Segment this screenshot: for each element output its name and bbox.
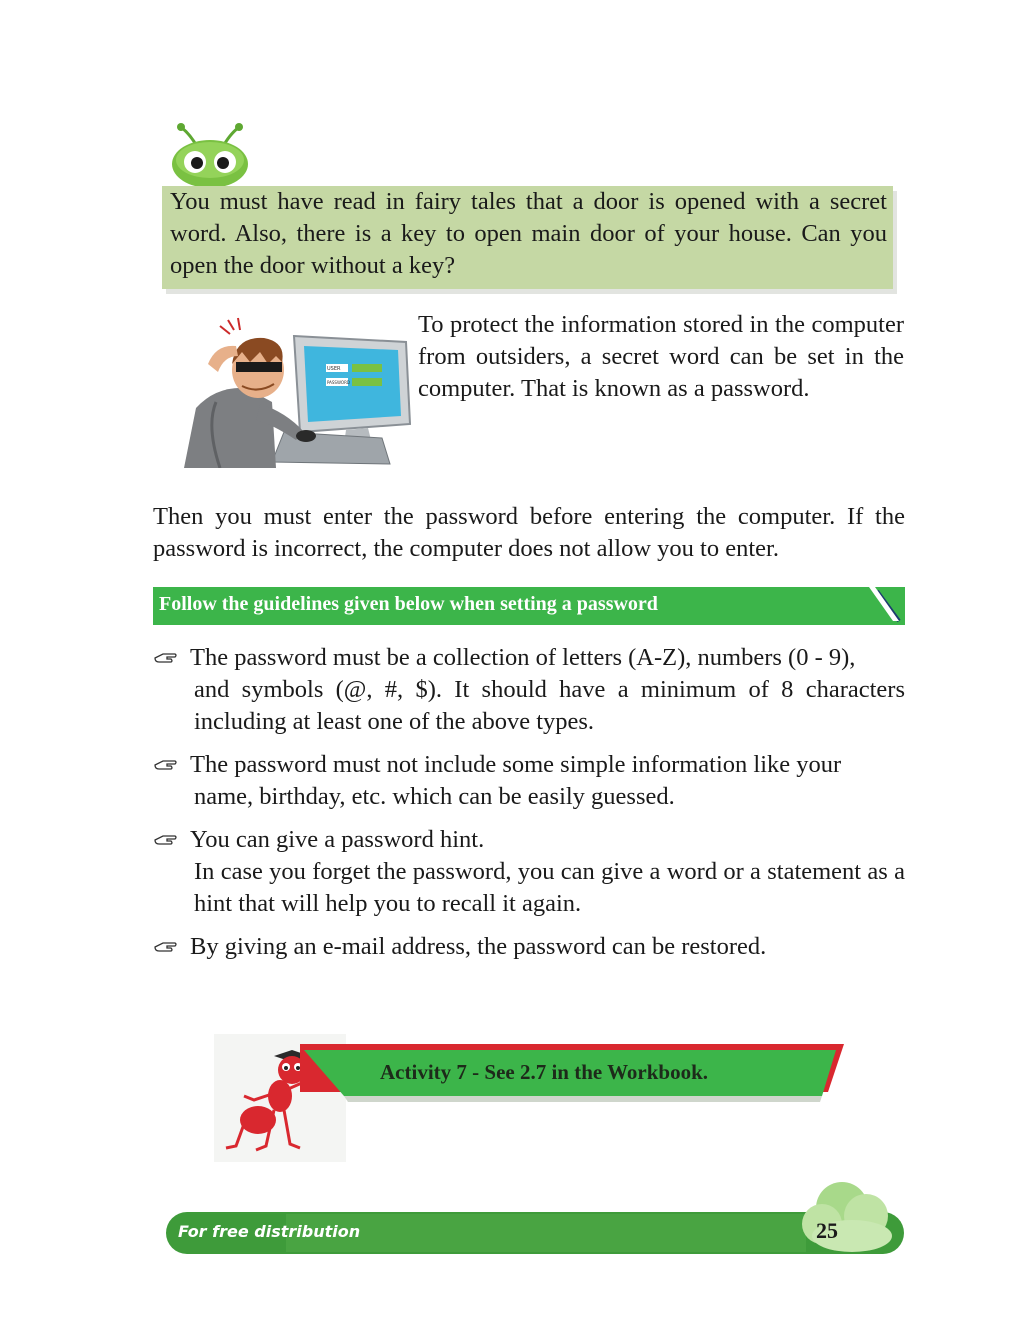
page-number: 25: [816, 1218, 838, 1243]
pointing-hand-icon: [153, 646, 179, 668]
guideline-item-4: [153, 931, 905, 963]
guidelines-header-bar: [153, 587, 905, 625]
hacker-computer-illustration: [176, 316, 416, 468]
guideline-item-3-rest: In case you forget the password, you can give a word or a statement as a hint that will help you to recall it again.: [194, 858, 905, 917]
guideline-item-1: [153, 642, 905, 738]
intro-text: You must have read in fairy tales that a door is opened with a secret word. Also, there is a key to open main door of your house. Can you open the door without a key?: [170, 188, 887, 279]
guideline-item-2-rest: name, birthday, etc. which can be easily guessed.: [194, 783, 675, 810]
guideline-item-3: [153, 824, 905, 920]
pointing-hand-icon: [153, 828, 179, 850]
pointing-hand-icon: [153, 753, 179, 775]
guidelines-header-text: Follow the guidelines given below when setting a password: [159, 593, 658, 615]
intro-box: [162, 186, 893, 289]
screen-user-label: USER: [327, 366, 341, 372]
guideline-item-2-first: The password must not include some simple information like your: [190, 751, 842, 778]
guideline-item-4-first: By giving an e-mail address, the password can be restored.: [190, 933, 767, 960]
password-entry-paragraph: Then you must enter the password before entering the computer. If the password is incorrect, the computer does not allow you to enter.: [153, 503, 905, 562]
password-definition-paragraph: To protect the information stored in the computer from outsiders, a secret word can be set in the computer. That is known as a password.: [418, 311, 904, 402]
footer-distribution-label: For free distribution: [178, 1222, 361, 1241]
guideline-item-1-rest: and symbols (@, #, $). It should have a minimum of 8 characters including at least one of the above types.: [194, 676, 905, 735]
guideline-item-1-first: The password must be a collection of letters (A-Z), numbers (0 - 9),: [190, 644, 856, 671]
guideline-item-3-first: You can give a password hint.: [190, 826, 485, 853]
screen-password-label: PASSWORD: [327, 380, 350, 385]
pointing-hand-icon: [153, 935, 179, 957]
guideline-item-2: [153, 749, 905, 813]
page-footer: [166, 1180, 908, 1260]
bug-mascot-icon: [168, 122, 252, 192]
activity-banner: [300, 1044, 844, 1104]
activity-text: Activity 7 - See 2.7 in the Workbook.: [380, 1060, 709, 1084]
